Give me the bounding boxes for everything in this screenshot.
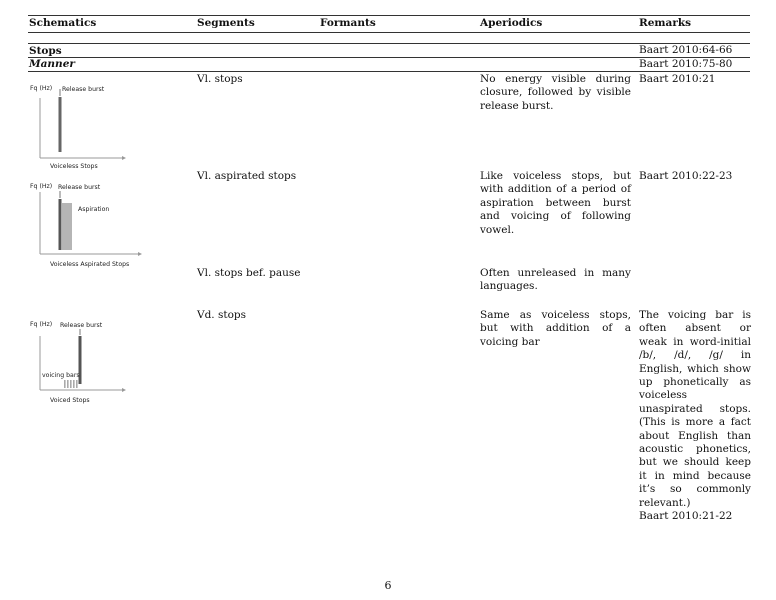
aperiodics-cell: No energy visible during closure, followed by visible release burst. [480,73,631,112]
schematic-y-label: Fq (Hz) [30,183,53,190]
remarks-cell [639,309,751,524]
section-stops: Stops [29,45,62,57]
segment-cell: Vl. stops [197,73,243,85]
aperiodics-cell: Same as voiceless stops, but with addition of a voicing bar [480,309,631,348]
section-manner-remark: Baart 2010:75-80 [639,58,733,70]
schematic-annotation: Release burst [58,184,101,191]
page-number: 6 [384,579,392,592]
section-stops-remark: Baart 2010:64-66 [639,44,733,56]
schematic-caption: Voiceless Aspirated Stops [50,261,130,268]
remarks-cell: Baart 2010:22-23 [639,170,733,182]
segment-cell: Vl. aspirated stops [197,170,297,182]
header-bottom-rule [28,32,750,33]
header-schematics: Schematics [29,17,97,29]
schematic-annotation: voicing bars [42,372,80,379]
schematic-annotation: Release burst [60,322,103,329]
remarks-text: The voicing bar is often absent or weak in word-initial /b/, /d/, /g/ in English, which show up phonetically as voiceless unaspirated stops. (This is more a fact about English than acoustic phonetics, but we should keep it in mind because it’s so commonly relevant.) [639,309,751,509]
aperiodics-cell: Like voiceless stops, but with addition of a period of aspiration between burst and voicing of following vowel. [480,170,631,236]
section-manner: Manner [29,58,75,70]
schematic-y-label: Fq (Hz) [30,321,53,328]
header-aperiodics: Aperiodics [480,17,543,29]
section-rule [28,71,750,72]
schematic-caption: Voiceless Stops [50,163,98,170]
schematic-voiceless-aspirated-stops [28,178,158,270]
schematic-annotation: Aspiration [78,206,110,213]
header-formants: Formants [320,17,376,29]
schematic-y-label: Fq (Hz) [30,85,53,92]
schematic-voiced-stops [28,316,138,408]
remarks-reference: Baart 2010:21-22 [639,510,733,523]
remarks-cell: Baart 2010:21 [639,73,716,85]
schematic-voiceless-stops [28,80,138,172]
schematic-annotation: Release burst [62,86,105,93]
table-top-rule [28,15,750,16]
segment-cell: Vl. stops bef. pause [197,267,301,279]
schematic-caption: Voiced Stops [50,397,90,404]
header-segments: Segments [197,17,255,29]
aperiodics-cell: Often unreleased in many languages. [480,267,631,293]
segment-cell: Vd. stops [197,309,247,321]
header-remarks: Remarks [639,17,692,29]
